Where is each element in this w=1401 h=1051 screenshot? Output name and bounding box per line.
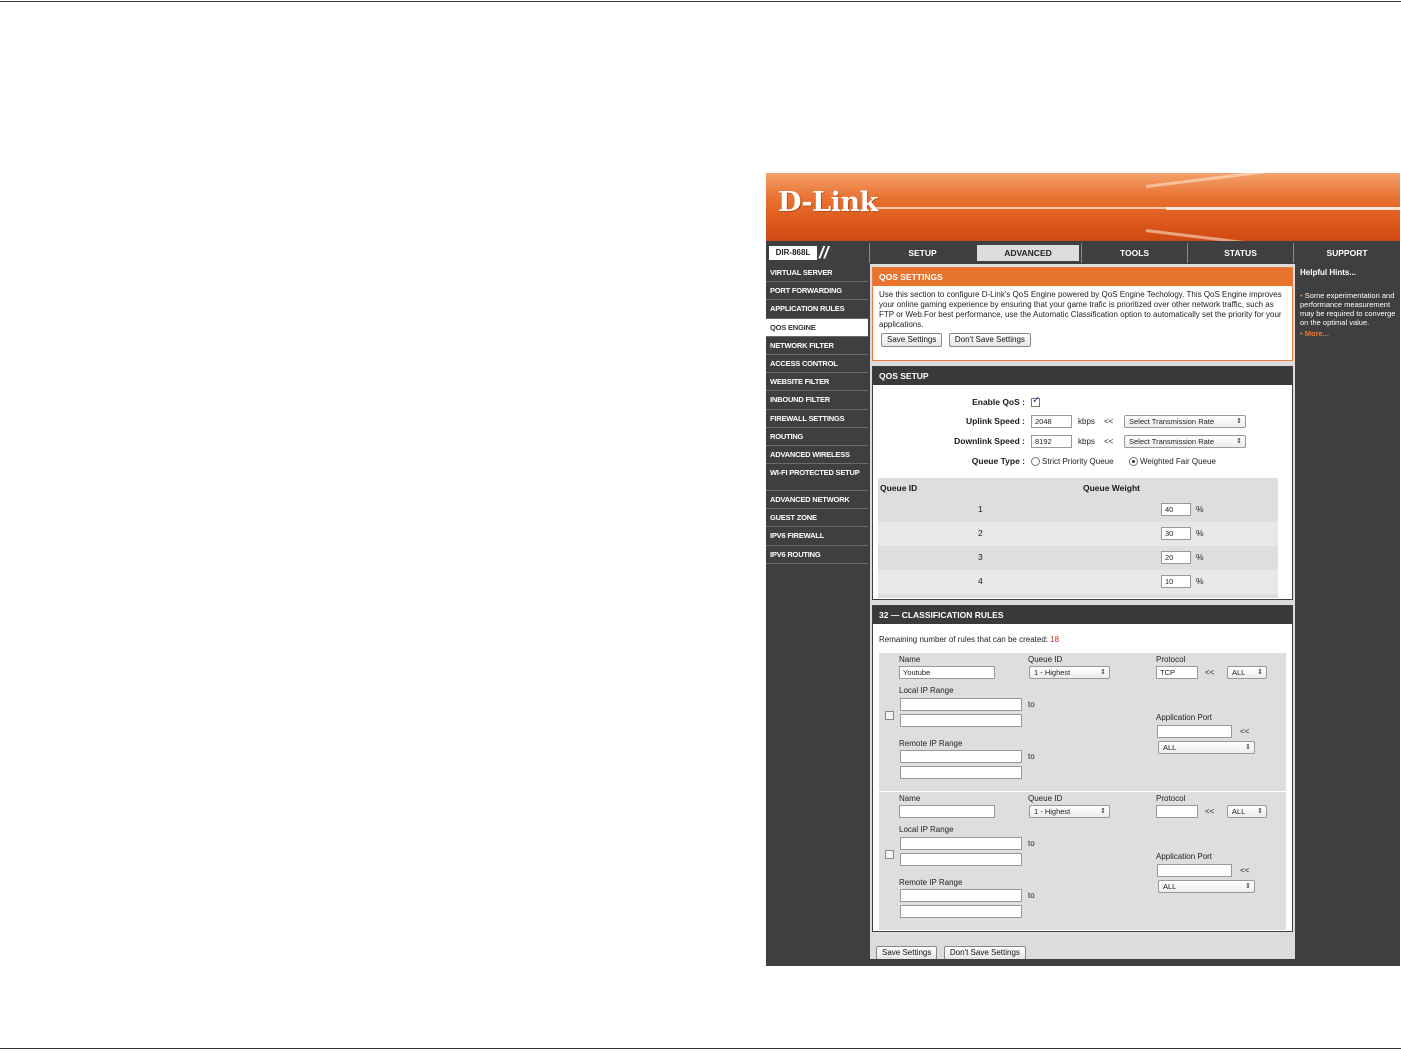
- select-arrow-icon: ⇕: [1245, 744, 1251, 751]
- sidebar-item-application-rules[interactable]: APPLICATION RULES: [766, 300, 868, 318]
- sidebar-item-ipv6-firewall[interactable]: IPV6 FIREWALL: [766, 527, 868, 545]
- dont-save-settings-button[interactable]: Don't Save Settings: [949, 333, 1031, 347]
- hint-bullet-icon: •: [1300, 291, 1303, 300]
- strict-priority-radio[interactable]: [1031, 457, 1040, 466]
- rule-name-label: Name: [899, 794, 921, 803]
- enable-qos-checkbox[interactable]: [1031, 398, 1040, 407]
- brand-banner: [766, 173, 1400, 241]
- rule-queue-id-label: Queue ID: [1028, 655, 1063, 664]
- sidebar-item-wifi-protected-setup[interactable]: WI-FI PROTECTED SETUP: [766, 464, 868, 491]
- rule-queue-select[interactable]: [1029, 666, 1110, 679]
- page-bottom-rule: [0, 1048, 1401, 1049]
- queue-weight-table: [878, 478, 1278, 598]
- rule-enable-checkbox[interactable]: [885, 850, 894, 859]
- application-port-select-value: ALL: [1163, 743, 1177, 752]
- local-ip-to-label: to: [1028, 839, 1035, 848]
- rule-protocol-input[interactable]: [1156, 805, 1198, 818]
- select-arrow-icon: ⇕: [1245, 883, 1251, 890]
- router-admin-window: [766, 173, 1400, 966]
- rule-protocol-select-value: ALL: [1232, 668, 1246, 677]
- port-arrow: <<: [1240, 866, 1250, 875]
- percent-unit: %: [1196, 552, 1204, 562]
- hints-title: Helpful Hints...: [1300, 268, 1356, 277]
- remote-ip-end-input[interactable]: [900, 766, 1022, 779]
- rule-name-input[interactable]: [899, 805, 995, 818]
- application-port-label: Application Port: [1156, 713, 1213, 722]
- sidebar-item-advanced-wireless[interactable]: ADVANCED WIRELESS: [766, 446, 868, 464]
- qos-settings-description: Use this section to configure D-Link's QoS Engine powered by QoS Engine Techology. This QoS Engine improves your online gaming experience by ensuring that your game trafic is prioritized over other network traffic, such as FTP or Web.For best performance, use the Automatic Classification option to automatically set the priority for your applications.: [879, 290, 1282, 329]
- percent-unit: %: [1196, 576, 1204, 586]
- rule-protocol-label: Protocol: [1156, 655, 1186, 664]
- uplink-unit: kbps: [1078, 417, 1095, 426]
- application-port-input[interactable]: [1157, 864, 1232, 877]
- local-ip-range-label: Local IP Range: [899, 686, 954, 695]
- weighted-fair-label: Weighted Fair Queue: [1140, 457, 1216, 466]
- uplink-speed-input[interactable]: 2048: [1031, 415, 1072, 428]
- rule-queue-select[interactable]: [1029, 805, 1110, 818]
- downlink-speed-input[interactable]: 8192: [1031, 435, 1072, 448]
- percent-unit: %: [1196, 528, 1204, 538]
- sidebar: [766, 264, 868, 564]
- sidebar-item-guest-zone[interactable]: GUEST ZONE: [766, 509, 868, 527]
- tab-status[interactable]: STATUS: [1187, 243, 1293, 263]
- uplink-rate-select[interactable]: [1124, 415, 1246, 428]
- application-port-input[interactable]: [1157, 725, 1232, 738]
- classification-rules-title: 32 — CLASSIFICATION RULES: [873, 606, 1292, 624]
- remote-ip-range-label: Remote IP Range: [899, 739, 963, 748]
- rule-queue-id-label: Queue ID: [1028, 794, 1063, 803]
- remote-ip-range-label: Remote IP Range: [899, 878, 963, 887]
- slash-decoration-icon: //: [819, 243, 829, 262]
- queue-id: 2: [978, 528, 983, 538]
- queue-weight-input[interactable]: 10: [1161, 575, 1191, 588]
- local-ip-start-input[interactable]: [900, 698, 1022, 711]
- main-content: [870, 264, 1295, 966]
- sidebar-item-access-control[interactable]: ACCESS CONTROL: [766, 355, 868, 373]
- remote-ip-start-input[interactable]: [900, 750, 1022, 763]
- model-badge-area: [766, 243, 866, 263]
- application-port-select[interactable]: [1158, 741, 1255, 754]
- rule-queue-select-value: 1 - Highest: [1034, 668, 1071, 677]
- rule-protocol-input[interactable]: TCP: [1156, 666, 1198, 679]
- queue-type-label: Queue Type :: [971, 456, 1025, 466]
- queue-id: 4: [978, 576, 983, 586]
- tab-support[interactable]: SUPPORT: [1293, 243, 1400, 263]
- hints-more-link[interactable]: [1296, 327, 1400, 338]
- remote-ip-end-input[interactable]: [900, 905, 1022, 918]
- rule-enable-checkbox[interactable]: [885, 711, 894, 720]
- sidebar-item-inbound-filter[interactable]: INBOUND FILTER: [766, 391, 868, 409]
- uplink-arrow: <<: [1104, 417, 1114, 426]
- sidebar-item-advanced-network[interactable]: ADVANCED NETWORK: [766, 491, 868, 509]
- save-settings-button[interactable]: Save Settings: [881, 333, 942, 347]
- port-arrow: <<: [1240, 727, 1250, 736]
- local-ip-end-input[interactable]: [900, 714, 1022, 727]
- queue-id: 1: [978, 504, 983, 514]
- main-nav-tabs: [869, 243, 1400, 263]
- hint-body-text: Some experimentation and performance measurement may be required to converge on the optimal value.: [1300, 291, 1396, 327]
- qos-settings-buttons: [873, 330, 1292, 347]
- select-arrow-icon: ⇕: [1100, 669, 1106, 676]
- local-ip-to-label: to: [1028, 700, 1035, 709]
- local-ip-end-input[interactable]: [900, 853, 1022, 866]
- qos-setup-panel: [872, 366, 1293, 600]
- sidebar-item-network-filter[interactable]: NETWORK FILTER: [766, 337, 868, 355]
- remaining-rules-label: Remaining number of rules that can be created:: [879, 635, 1048, 644]
- table-row: [878, 498, 1278, 522]
- local-ip-range-label: Local IP Range: [899, 825, 954, 834]
- classification-rule-2: [879, 792, 1286, 930]
- remote-ip-to-label: to: [1028, 752, 1035, 761]
- tab-advanced[interactable]: ADVANCED: [975, 243, 1081, 263]
- sidebar-item-port-forwarding[interactable]: PORT FORWARDING: [766, 282, 868, 300]
- downlink-unit: kbps: [1078, 437, 1095, 446]
- qos-settings-title: QOS SETTINGS: [873, 268, 1292, 286]
- uplink-rate-select-value: Select Transmission Rate: [1129, 417, 1215, 426]
- select-arrow-icon: ⇕: [1236, 438, 1242, 445]
- qos-setup-title: QOS SETUP: [873, 367, 1292, 385]
- sidebar-item-virtual-server[interactable]: VIRTUAL SERVER: [766, 264, 868, 282]
- queue-weight-input[interactable]: 20: [1161, 551, 1191, 564]
- queue-weight-input[interactable]: 30: [1161, 527, 1191, 540]
- downlink-rate-select-value: Select Transmission Rate: [1129, 437, 1215, 446]
- banner-stripe: [1146, 229, 1400, 241]
- remaining-rules-text: [879, 635, 1059, 644]
- enable-qos-label: Enable QoS :: [972, 397, 1025, 407]
- rule-protocol-label: Protocol: [1156, 794, 1186, 803]
- remote-ip-to-label: to: [1028, 891, 1035, 900]
- queue-weight-input[interactable]: 40: [1161, 503, 1191, 516]
- application-port-select-value: ALL: [1163, 882, 1177, 891]
- dlink-logo: D-Link: [778, 187, 878, 218]
- save-settings-button[interactable]: Save Settings: [876, 946, 937, 960]
- model-badge: DIR-868L: [769, 246, 817, 260]
- rule-protocol-select[interactable]: [1227, 666, 1267, 679]
- queue-table-header: [878, 478, 1278, 498]
- hints-text: [1296, 277, 1400, 327]
- tab-setup[interactable]: SETUP: [869, 243, 975, 263]
- rule-name-label: Name: [899, 655, 921, 664]
- queue-weight-header: Queue Weight: [1083, 483, 1140, 493]
- application-port-label: Application Port: [1156, 852, 1213, 861]
- uplink-speed-label: Uplink Speed :: [965, 416, 1025, 426]
- select-arrow-icon: ⇕: [1257, 808, 1263, 815]
- rule-protocol-select[interactable]: [1227, 805, 1267, 818]
- percent-unit: %: [1196, 504, 1204, 514]
- qos-settings-panel: [872, 267, 1293, 361]
- footer-strip: [766, 959, 1400, 966]
- rule-queue-select-value: 1 - Highest: [1034, 807, 1071, 816]
- bottom-buttons: [876, 946, 1026, 960]
- protocol-arrow: <<: [1205, 668, 1215, 677]
- select-arrow-icon: ⇕: [1100, 808, 1106, 815]
- remaining-rules-count: 18: [1050, 635, 1060, 644]
- local-ip-start-input[interactable]: [900, 837, 1022, 850]
- sidebar-item-routing[interactable]: ROUTING: [766, 428, 868, 446]
- classification-rule-1: [879, 653, 1286, 791]
- downlink-arrow: <<: [1104, 437, 1114, 446]
- page-top-rule: [0, 1, 1401, 2]
- table-row: [878, 570, 1278, 594]
- sidebar-item-ipv6-routing[interactable]: IPV6 ROUTING: [766, 546, 868, 564]
- application-port-select[interactable]: [1158, 880, 1255, 893]
- queue-id: 3: [978, 552, 983, 562]
- sidebar-item-qos-engine[interactable]: QOS ENGINE: [766, 319, 868, 337]
- remote-ip-start-input[interactable]: [900, 889, 1022, 902]
- dont-save-settings-button[interactable]: Don't Save Settings: [944, 946, 1026, 960]
- select-arrow-icon: ⇕: [1257, 669, 1263, 676]
- table-row: [878, 522, 1278, 546]
- classification-rules-panel: [872, 605, 1293, 932]
- tab-tools[interactable]: TOOLS: [1081, 243, 1187, 263]
- protocol-arrow: <<: [1205, 807, 1215, 816]
- hints-more-label[interactable]: More...: [1304, 329, 1329, 338]
- table-row: [878, 546, 1278, 570]
- banner-stripe: [1146, 173, 1400, 188]
- select-arrow-icon: ⇕: [1236, 418, 1242, 425]
- rule-name-input[interactable]: Youtube: [899, 666, 995, 679]
- strict-priority-label: Strict Priority Queue: [1042, 457, 1114, 466]
- queue-id-header: Queue ID: [880, 483, 918, 493]
- weighted-fair-radio[interactable]: [1129, 457, 1138, 466]
- sidebar-item-firewall-settings[interactable]: FIREWALL SETTINGS: [766, 410, 868, 428]
- downlink-rate-select[interactable]: [1124, 435, 1246, 448]
- rule-protocol-select-value: ALL: [1232, 807, 1246, 816]
- banner-line: [876, 207, 1396, 209]
- hint-bullet-icon: •: [1300, 329, 1303, 338]
- helpful-hints-panel: [1296, 264, 1400, 966]
- downlink-speed-label: Downlink Speed :: [954, 436, 1025, 446]
- sidebar-item-website-filter[interactable]: WEBSITE FILTER: [766, 373, 868, 391]
